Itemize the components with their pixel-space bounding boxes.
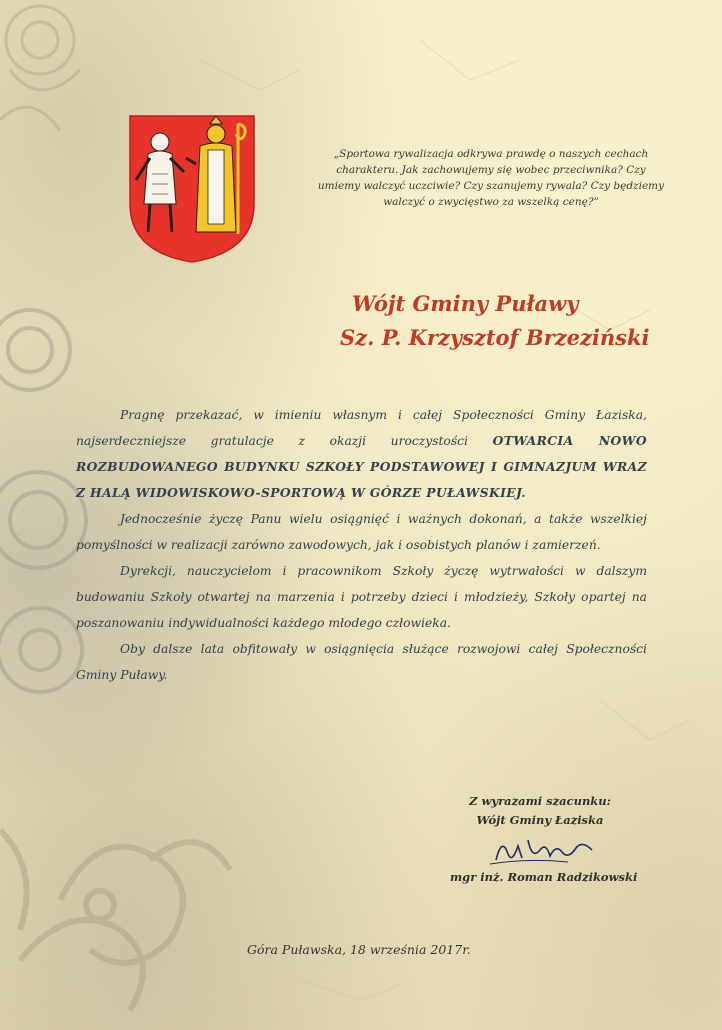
- closing-office: Wójt Gminy Łaziska: [476, 813, 604, 827]
- coat-of-arms: [128, 114, 256, 264]
- paragraph-congratulations: [76, 402, 647, 506]
- handwritten-signature: [488, 830, 598, 870]
- paragraph-future: Oby dalsze lata obfitowały w osiągnięcia służące rozwojowi całej Społeczności Gminy Puławy.: [76, 642, 647, 682]
- recipient-title: Wójt Gminy Puławy: [352, 291, 579, 316]
- paragraph-staff: Dyrekcji, nauczycielom i pracownikom Szkoły życzę wytrwałości w dalszym budowaniu Szkoły otwartej na marzenia i potrzeby dzieci i młodzieży, Szkoły opartej na poszanowaniu indywidualności każdego młodego człowieka.: [76, 564, 647, 630]
- paragraph-intro: Pragnę przekazać, w imieniu własnym i całej Społeczności Gminy Łaziska, najserdeczniejsze gratulacje z okazji uroczystości: [76, 408, 647, 448]
- place-and-date: Góra Puławska, 18 września 2017r.: [247, 942, 471, 957]
- signer-name: mgr inż. Roman Radzikowski: [450, 870, 638, 884]
- closing-salutation: Z wyrazami szacunku:: [469, 794, 611, 808]
- paragraph-wishes: Jednocześnie życzę Panu wielu osiągnięć i ważnych dokonań, a także wszelkiej pomyślności w realizacji zarówno zawodowych, jak i osobistych planów i zamierzeń.: [76, 512, 647, 552]
- closing-block: [440, 792, 640, 830]
- event-name: OTWARCIA NOWO ROZBUDOWANEGO BUDYNKU SZKOŁY PODSTAWOWEJ I GIMNAZJUM WRAZ Z HALĄ WIDOWISKOWO-SPORTOWĄ W GÓRZE PUŁAWSKIEJ.: [76, 433, 647, 500]
- motto-quote: „Sportowa rywalizacja odkrywa prawdę o naszych cechach charakteru. Jak zachowujemy się wobec przeciwnika? Czy umiemy walczyć uczciwie? Czy szanujemy rywala? Czy będziemy walczyć o zwycięstwo za wszelką cenę?”: [317, 148, 665, 208]
- letter-body: [76, 402, 647, 688]
- recipient-name: Sz. P. Krzysztof Brzeziński: [340, 325, 650, 350]
